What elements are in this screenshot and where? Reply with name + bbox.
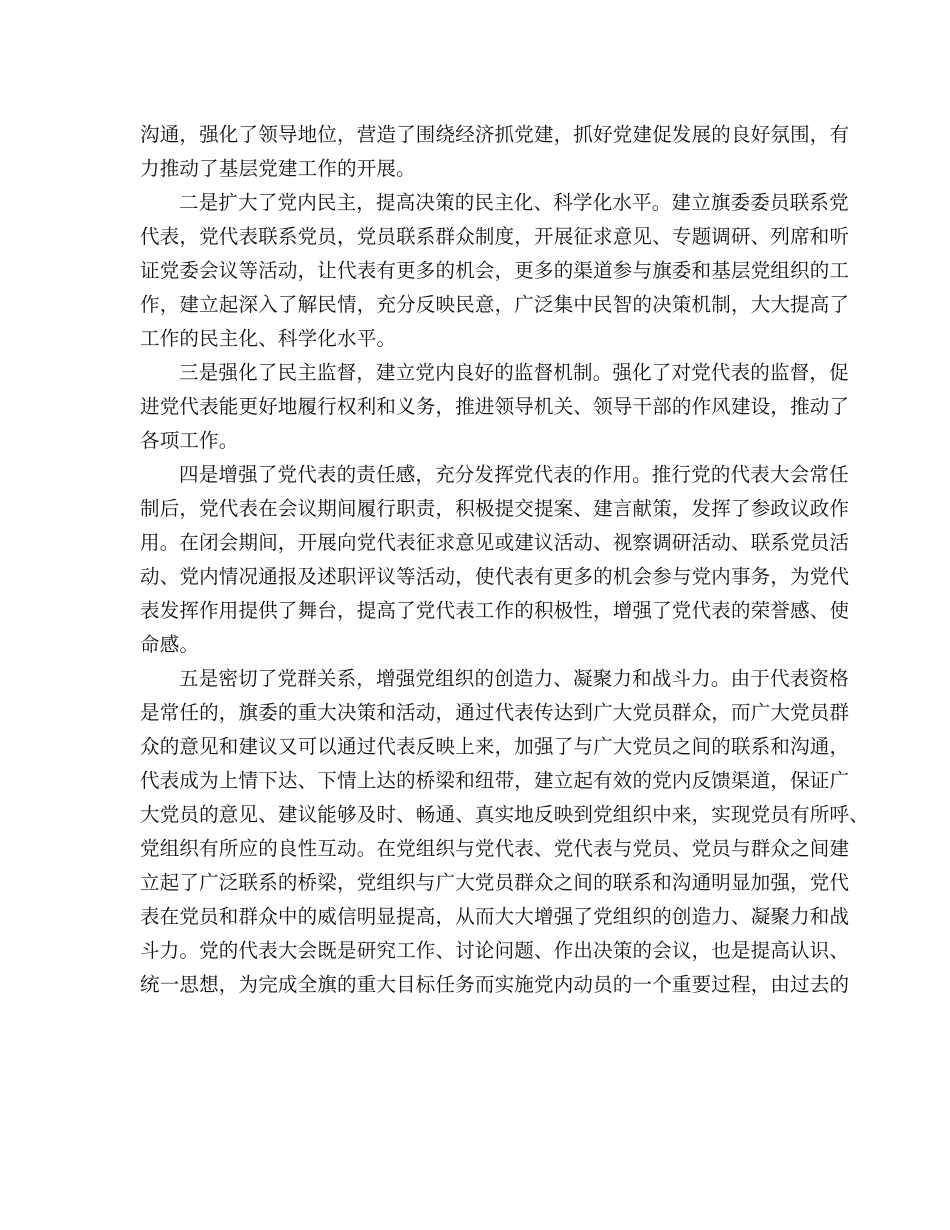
- text-line: 二是扩大了党内民主，提高决策的民主化、科学化水平。建立旗委委员联系党: [179, 191, 849, 214]
- text-line: 代表成为上情下达、下情上达的桥梁和纽带，建立起有效的党内反馈渠道，保证广: [140, 769, 850, 792]
- text-line: 党组织有所应的良性互动。在党组织与党代表、党代表与党员、党员与群众之间建: [140, 837, 850, 860]
- paragraph: [140, 458, 850, 662]
- text-line: 制后，党代表在会议期间履行职责，积极提交提案、建言献策，发挥了参政议政作: [140, 497, 850, 520]
- text-line: 各项工作。: [140, 429, 239, 452]
- text-line: 四是增强了党代表的责任感，充分发挥党代表的作用。推行党的代表大会常任: [179, 463, 849, 486]
- text-line: 动、党内情况通报及述职评议等活动，使代表有更多的机会参与党内事务，为党代: [140, 565, 850, 588]
- text-line: 众的意见和建议又可以通过代表反映上来，加强了与广大党员之间的联系和沟通，: [140, 735, 850, 758]
- text-line: 斗力。党的代表大会既是研究工作、讨论问题、作出决策的会议，也是提高认识、: [140, 939, 850, 962]
- text-line: 工作的民主化、科学化水平。: [140, 327, 397, 350]
- paragraph: [140, 662, 869, 1002]
- text-line: 统一思想，为完成全旗的重大目标任务而实施党内动员的一个重要过程，由过去的: [140, 973, 850, 996]
- text-line: 是常任的，旗委的重大决策和活动，通过代表传达到广大党员群众，而广大党员群: [140, 701, 850, 724]
- text-line: 力推动了基层党建工作的开展。: [140, 157, 416, 180]
- text-line: 进党代表能更好地履行权利和义务，推进领导机关、领导干部的作风建设，推动了: [140, 395, 850, 418]
- text-line: 五是密切了党群关系，增强党组织的创造力、凝聚力和战斗力。由于代表资格: [179, 667, 849, 690]
- text-line: 大党员的意见、建议能够及时、畅通、真实地反映到党组织中来，实现党员有所呼、: [140, 803, 869, 826]
- paragraph: [140, 356, 850, 458]
- text-line: 作，建立起深入了解民情，充分反映民意，广泛集中民智的决策机制，大大提高了: [140, 293, 850, 316]
- text-line: 立起了广泛联系的桥梁，党组织与广大党员群众之间的联系和沟通明显加强，党代: [140, 871, 850, 894]
- text-line: 表发挥作用提供了舞台，提高了党代表工作的积极性，增强了党代表的荣誉感、使: [140, 599, 850, 622]
- text-line: 三是强化了民主监督，建立党内良好的监督机制。强化了对党代表的监督，促: [179, 361, 849, 384]
- paragraph: [140, 186, 850, 356]
- text-line: 代表，党代表联系党员，党员联系群众制度，开展征求意见、专题调研、列席和听: [140, 225, 850, 248]
- document-body: [140, 118, 869, 1002]
- text-line: 证党委会议等活动，让代表有更多的机会，更多的渠道参与旗委和基层党组织的工: [140, 259, 850, 282]
- text-line: 命感。: [140, 633, 200, 656]
- text-line: 沟通，强化了领导地位，营造了围绕经济抓党建，抓好党建促发展的良好氛围，有: [140, 123, 850, 146]
- text-line: 用。在闭会期间，开展向党代表征求意见或建议活动、视察调研活动、联系党员活: [140, 531, 850, 554]
- text-line: 表在党员和群众中的威信明显提高，从而大大增强了党组织的创造力、凝聚力和战: [140, 905, 850, 928]
- paragraph: [140, 118, 850, 186]
